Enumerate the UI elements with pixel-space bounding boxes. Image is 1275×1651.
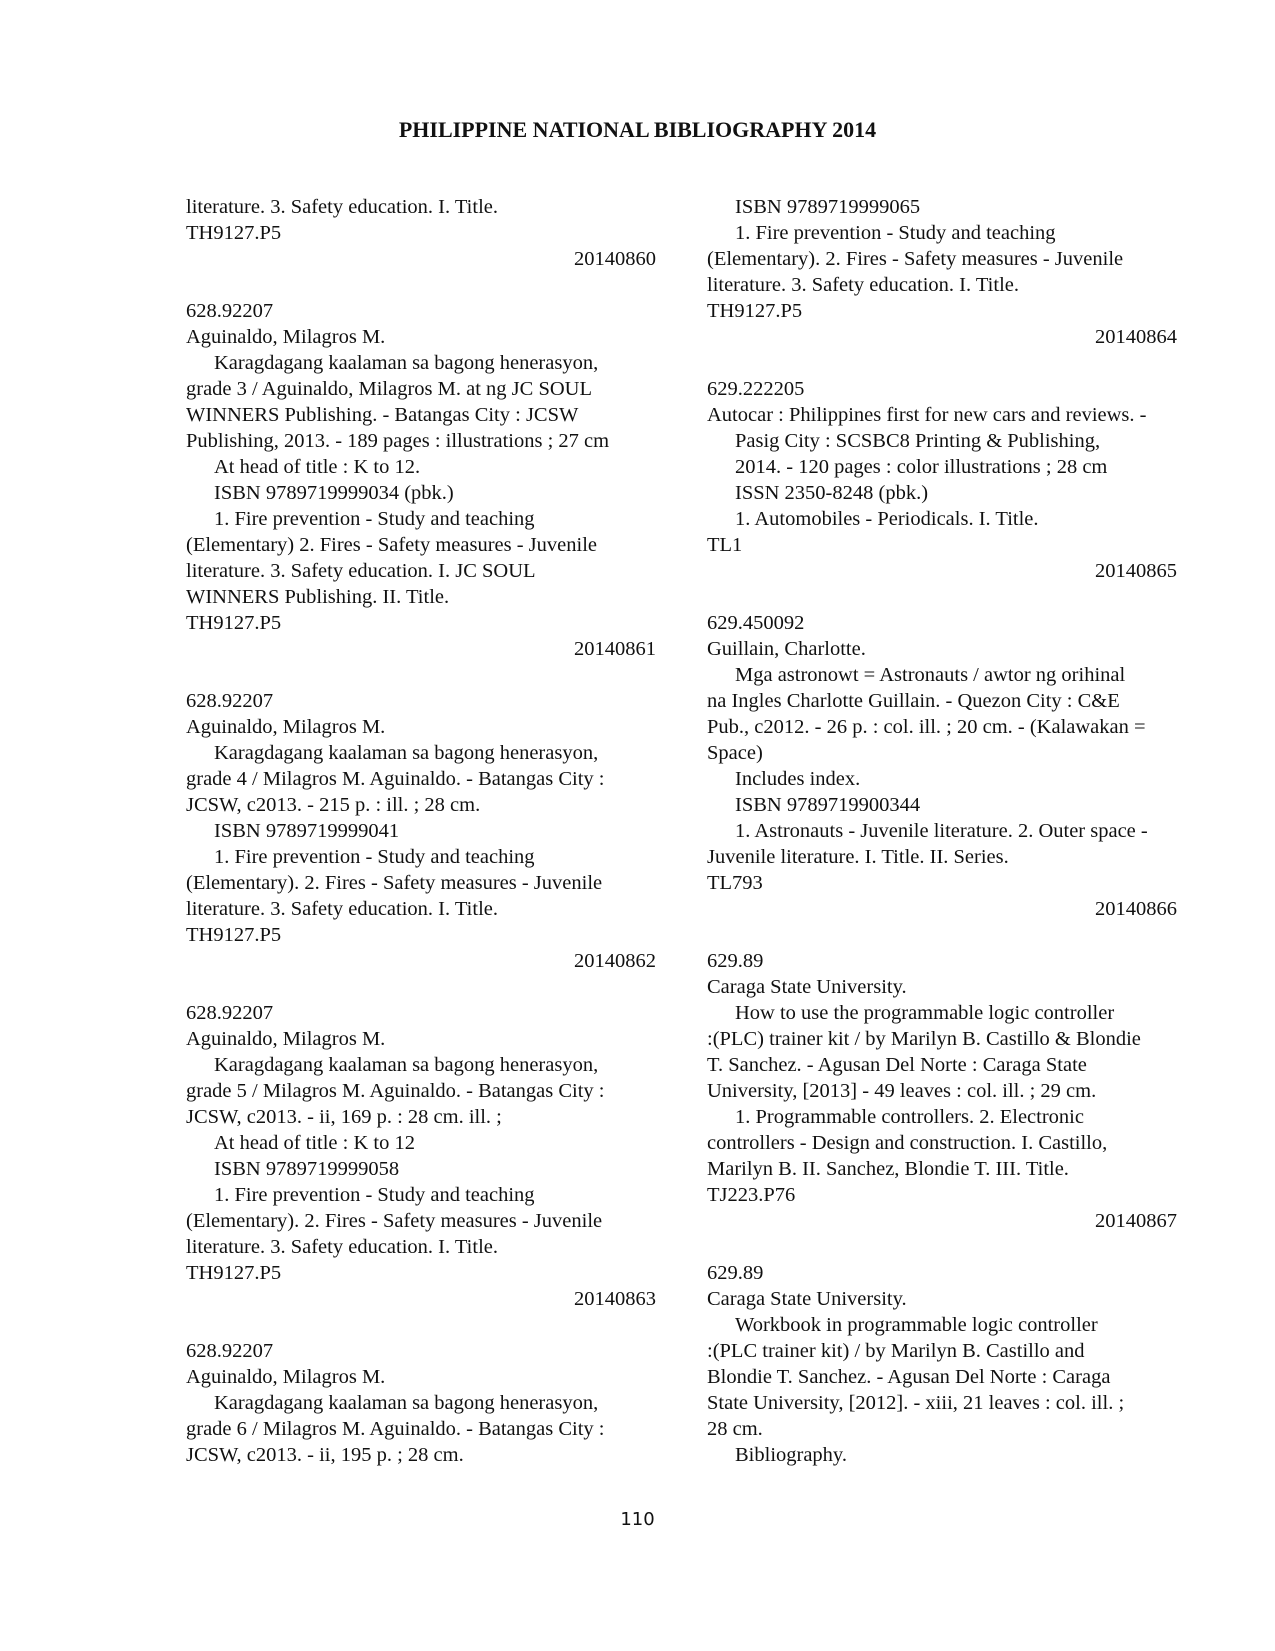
- entry-separator: [707, 922, 1177, 948]
- entry-line: University, [2013] - 49 leaves : col. ill. ; 29 cm.: [707, 1080, 1097, 1102]
- record-number: 20140860: [574, 248, 656, 270]
- entry-line: 2014. - 120 pages : color illustrations ; 28 cm: [735, 456, 1108, 478]
- entry-line: ISBN 9789719999034 (pbk.): [214, 482, 454, 504]
- entry-line: ISBN 9789719999065: [735, 196, 921, 218]
- entry-line: Guillain, Charlotte.: [707, 638, 866, 660]
- entry-line: 1. Programmable controllers. 2. Electronic: [735, 1106, 1084, 1128]
- entry-line: JCSW, c2013. - ii, 169 p. : 28 cm. ill. ;: [186, 1106, 502, 1128]
- entry-line: Caraga State University.: [707, 976, 907, 998]
- entry-line: 629.222205: [707, 378, 805, 400]
- entry-line: Includes index.: [735, 768, 861, 790]
- entry-line: TL793: [707, 872, 763, 894]
- entry-line: ISBN 9789719999058: [214, 1158, 400, 1180]
- entry-line: :(PLC) trainer kit / by Marilyn B. Castillo & Blondie: [707, 1028, 1141, 1050]
- entry-line: Marilyn B. II. Sanchez, Blondie T. III. Title.: [707, 1158, 1069, 1180]
- entry-line: ISBN 9789719900344: [735, 794, 921, 816]
- entry-line: (Elementary). 2. Fires - Safety measures - Juvenile: [186, 872, 603, 894]
- entry-line: 1. Fire prevention - Study and teaching: [735, 222, 1056, 244]
- entry-line: literature. 3. Safety education. I. Title.: [186, 898, 498, 920]
- entry-line: literature. 3. Safety education. I. Title.: [186, 196, 498, 218]
- entry-separator: [707, 584, 1177, 610]
- entry-line: Autocar : Philippines first for new cars and reviews. -: [707, 404, 1147, 426]
- record-number: 20140861: [574, 638, 656, 660]
- entry-line: WINNERS Publishing. - Batangas City : JCSW: [186, 404, 579, 426]
- entry-separator: [186, 1312, 656, 1338]
- entry-line: 629.450092: [707, 612, 805, 634]
- entry-line: controllers - Design and construction. I. Castillo,: [707, 1132, 1108, 1154]
- entry-line: 1. Automobiles - Periodicals. I. Title.: [735, 508, 1039, 530]
- page-number: 110: [620, 1509, 655, 1530]
- record-number: 20140863: [574, 1288, 656, 1310]
- entry-line: TL1: [707, 534, 743, 556]
- entry-line: Aguinaldo, Milagros M.: [186, 1028, 386, 1050]
- entry-line: How to use the programmable logic controller: [735, 1002, 1115, 1024]
- entry-line: 1. Fire prevention - Study and teaching: [214, 508, 535, 530]
- entry-line: Publishing, 2013. - 189 pages : illustrations ; 27 cm: [186, 430, 610, 452]
- entry-separator: [707, 350, 1177, 376]
- entry-line: Blondie T. Sanchez. - Agusan Del Norte : Caraga: [707, 1366, 1111, 1388]
- entry-line: 628.92207: [186, 1340, 274, 1362]
- entry-line: grade 6 / Milagros M. Aguinaldo. - Batangas City :: [186, 1418, 605, 1440]
- entry-line: JCSW, c2013. - 215 p. : ill. ; 28 cm.: [186, 794, 481, 816]
- entry-separator: [186, 974, 656, 1000]
- record-number: 20140866: [1095, 898, 1177, 920]
- entry-line: (Elementary). 2. Fires - Safety measures - Juvenile: [186, 1210, 603, 1232]
- record-number: 20140865: [1095, 560, 1177, 582]
- entry-line: Karagdagang kaalaman sa bagong henerasyon,: [214, 742, 599, 764]
- entry-line: JCSW, c2013. - ii, 195 p. ; 28 cm.: [186, 1444, 464, 1466]
- entry-line: 629.89: [707, 950, 764, 972]
- entry-line: Aguinaldo, Milagros M.: [186, 326, 386, 348]
- entry-separator: [186, 662, 656, 688]
- entry-line: At head of title : K to 12: [214, 1132, 415, 1154]
- entry-line: T. Sanchez. - Agusan Del Norte : Caraga State: [707, 1054, 1087, 1076]
- entry-line: literature. 3. Safety education. I. Title.: [186, 1236, 498, 1258]
- entry-line: ISSN 2350-8248 (pbk.): [735, 482, 929, 504]
- entry-line: 629.89: [707, 1262, 764, 1284]
- entry-line: 628.92207: [186, 690, 274, 712]
- entry-line: grade 4 / Milagros M. Aguinaldo. - Batangas City :: [186, 768, 605, 790]
- entry-line: ISBN 9789719999041: [214, 820, 400, 842]
- entry-line: :(PLC trainer kit) / by Marilyn B. Castillo and: [707, 1340, 1085, 1362]
- entry-separator: [707, 1234, 1177, 1260]
- entry-line: Karagdagang kaalaman sa bagong henerasyon,: [214, 1392, 599, 1414]
- entry-line: Caraga State University.: [707, 1288, 907, 1310]
- entry-line: TH9127.P5: [186, 612, 282, 634]
- entry-line: Juvenile literature. I. Title. II. Series.: [707, 846, 1009, 868]
- entry-line: 1. Astronauts - Juvenile literature. 2. Outer space -: [735, 820, 1148, 842]
- entry-line: TH9127.P5: [707, 300, 803, 322]
- entry-line: Karagdagang kaalaman sa bagong henerasyon,: [214, 1054, 599, 1076]
- entry-line: State University, [2012]. - xiii, 21 leaves : col. ill. ;: [707, 1392, 1125, 1414]
- entry-line: TH9127.P5: [186, 1262, 282, 1284]
- entry-line: Aguinaldo, Milagros M.: [186, 716, 386, 738]
- entry-separator: [186, 272, 656, 298]
- entry-line: TJ223.P76: [707, 1184, 796, 1206]
- entry-line: 628.92207: [186, 1002, 274, 1024]
- entry-line: Bibliography.: [735, 1444, 847, 1466]
- entry-line: literature. 3. Safety education. I. Title.: [707, 274, 1019, 296]
- record-number: 20140864: [1095, 326, 1177, 348]
- left-column: [186, 194, 656, 1468]
- entry-line: literature. 3. Safety education. I. JC SOUL: [186, 560, 536, 582]
- right-column: [707, 194, 1177, 1468]
- record-number: 20140862: [574, 950, 656, 972]
- entry-line: Workbook in programmable logic controller: [735, 1314, 1098, 1336]
- entry-line: na Ingles Charlotte Guillain. - Quezon City : C&E: [707, 690, 1120, 712]
- entry-line: 1. Fire prevention - Study and teaching: [214, 1184, 535, 1206]
- entry-line: Pub., c2012. - 26 p. : col. ill. ; 20 cm. - (Kalawakan =: [707, 716, 1146, 738]
- entry-line: Karagdagang kaalaman sa bagong henerasyon,: [214, 352, 599, 374]
- entry-line: 1. Fire prevention - Study and teaching: [214, 846, 535, 868]
- entry-line: (Elementary) 2. Fires - Safety measures - Juvenile: [186, 534, 598, 556]
- entry-line: 628.92207: [186, 300, 274, 322]
- entry-line: grade 3 / Aguinaldo, Milagros M. at ng JC SOUL: [186, 378, 592, 400]
- entry-line: Aguinaldo, Milagros M.: [186, 1366, 386, 1388]
- entry-line: Space): [707, 742, 763, 764]
- entry-line: grade 5 / Milagros M. Aguinaldo. - Batangas City :: [186, 1080, 605, 1102]
- entry-line: Mga astronowt = Astronauts / awtor ng orihinal: [735, 664, 1126, 686]
- entry-line: (Elementary). 2. Fires - Safety measures - Juvenile: [707, 248, 1124, 270]
- page-title: PHILIPPINE NATIONAL BIBLIOGRAPHY 2014: [398, 117, 877, 142]
- entry-line: TH9127.P5: [186, 222, 282, 244]
- record-number: 20140867: [1095, 1210, 1177, 1232]
- entry-line: Pasig City : SCSBC8 Printing & Publishing,: [735, 430, 1101, 452]
- entry-line: TH9127.P5: [186, 924, 282, 946]
- entry-line: At head of title : K to 12.: [214, 456, 421, 478]
- entry-line: WINNERS Publishing. II. Title.: [186, 586, 450, 608]
- entry-line: 28 cm.: [707, 1418, 763, 1440]
